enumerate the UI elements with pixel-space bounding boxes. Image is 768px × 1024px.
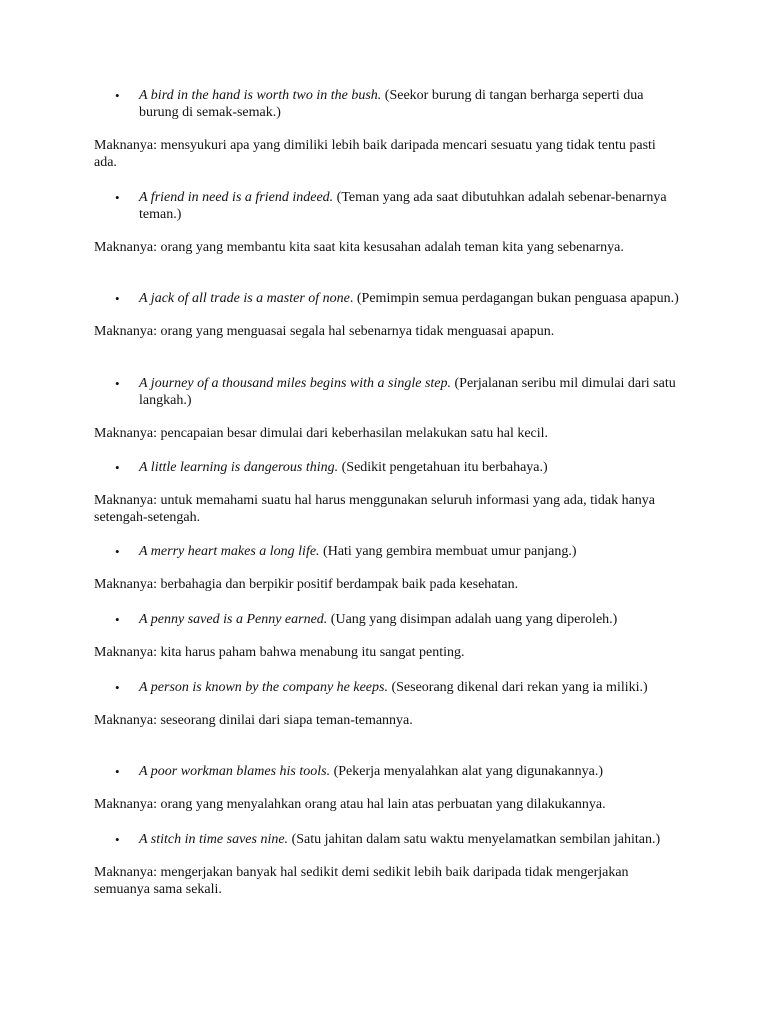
proverb-entry	[0, 189, 768, 256]
english-proverb: A jack of all trade is a master of none	[139, 291, 350, 306]
translation: (Hati yang gembira membuat umur panjang.)	[323, 544, 577, 559]
meaning-text: Maknanya: kita harus paham bahwa menabung itu sangat penting.	[94, 645, 465, 660]
proverb-line	[115, 763, 679, 780]
proverb-line	[115, 87, 679, 121]
meaning-text: Maknanya: pencapaian besar dimulai dari keberhasilan melakukan satu hal kecil.	[94, 426, 549, 441]
proverb-line	[115, 290, 679, 307]
meaning-text: Maknanya: mengerjakan banyak hal sedikit demi sedikit lebih baik daripada tidak mengerjakan semuanya sama sekali.	[94, 865, 629, 897]
english-proverb: A person is known by the company he keeps.	[139, 680, 388, 695]
meaning-text: Maknanya: orang yang menyalahkan orang atau hal lain atas perbuatan yang dilakukannya.	[94, 797, 606, 812]
translation: (Perjalanan seribu mil dimulai dari satu langkah.)	[139, 376, 676, 408]
translation: (Pekerja menyalahkan alat yang digunakannya.)	[333, 764, 603, 779]
translation: . (Pemimpin semua perdagangan bukan penguasa apapun.)	[349, 291, 679, 306]
proverb-entry	[0, 87, 768, 171]
bullet: •	[115, 612, 120, 627]
proverb-entry	[0, 679, 768, 729]
english-proverb: A penny saved is a Penny earned.	[139, 612, 328, 627]
bullet: •	[115, 680, 120, 695]
english-proverb: A little learning is dangerous thing.	[139, 460, 339, 475]
proverb-line	[115, 679, 679, 696]
meaning-text: Maknanya: mensyukuri apa yang dimiliki lebih baik daripada mencari sesuatu yang tidak tentu pasti ada.	[94, 138, 656, 170]
bullet: •	[115, 460, 120, 475]
translation: (Sedikit pengetahuan itu berbahaya.)	[341, 460, 548, 475]
proverb-entry	[0, 375, 768, 442]
english-proverb: A poor workman blames his tools.	[139, 764, 331, 779]
proverb-line	[115, 375, 679, 409]
proverb-entry	[0, 611, 768, 661]
bullet: •	[115, 832, 120, 847]
bullet: •	[115, 190, 120, 205]
meaning-text: Maknanya: berbahagia dan berpikir positif berdampak baik pada kesehatan.	[94, 577, 519, 592]
proverb-entry	[0, 459, 768, 526]
proverb-entry	[0, 543, 768, 593]
proverb-line	[115, 189, 679, 223]
meaning-text: Maknanya: untuk memahami suatu hal harus menggunakan seluruh informasi yang ada, tidak hanya setengah-setengah.	[94, 493, 656, 525]
meaning-text: Maknanya: orang yang menguasai segala hal sebenarnya tidak menguasai apapun.	[94, 324, 555, 339]
translation: (Teman yang ada saat dibutuhkan adalah sebenar-benarnya teman.)	[139, 190, 667, 222]
english-proverb: A journey of a thousand miles begins with a single step.	[139, 376, 452, 391]
bullet: •	[115, 291, 120, 306]
proverb-line	[115, 543, 679, 560]
proverb-line	[115, 831, 679, 848]
english-proverb: A stitch in time saves nine.	[139, 832, 289, 847]
translation: (Seseorang dikenal dari rekan yang ia miliki.)	[391, 680, 648, 695]
translation: (Uang yang disimpan adalah uang yang diperoleh.)	[330, 612, 618, 627]
proverb-entry	[0, 290, 768, 340]
translation: (Satu jahitan dalam satu waktu menyelamatkan sembilan jahitan.)	[291, 832, 661, 847]
proverb-line	[115, 459, 679, 476]
bullet: •	[115, 764, 120, 779]
proverb-line	[115, 611, 679, 628]
english-proverb: A bird in the hand is worth two in the bush.	[139, 88, 382, 103]
bullet: •	[115, 88, 120, 103]
bullet: •	[115, 376, 120, 391]
english-proverb: A friend in need is a friend indeed.	[139, 190, 334, 205]
meaning-text: Maknanya: orang yang membantu kita saat kita kesusahan adalah teman kita yang sebenarnya.	[94, 240, 624, 255]
translation: (Seekor burung di tangan berharga seperti dua burung di semak-semak.)	[139, 88, 644, 120]
meaning-text: Maknanya: seseorang dinilai dari siapa teman-temannya.	[94, 713, 413, 728]
bullet: •	[115, 544, 120, 559]
english-proverb: A merry heart makes a long life.	[139, 544, 320, 559]
proverb-entry	[0, 831, 768, 898]
proverb-entry	[0, 763, 768, 813]
